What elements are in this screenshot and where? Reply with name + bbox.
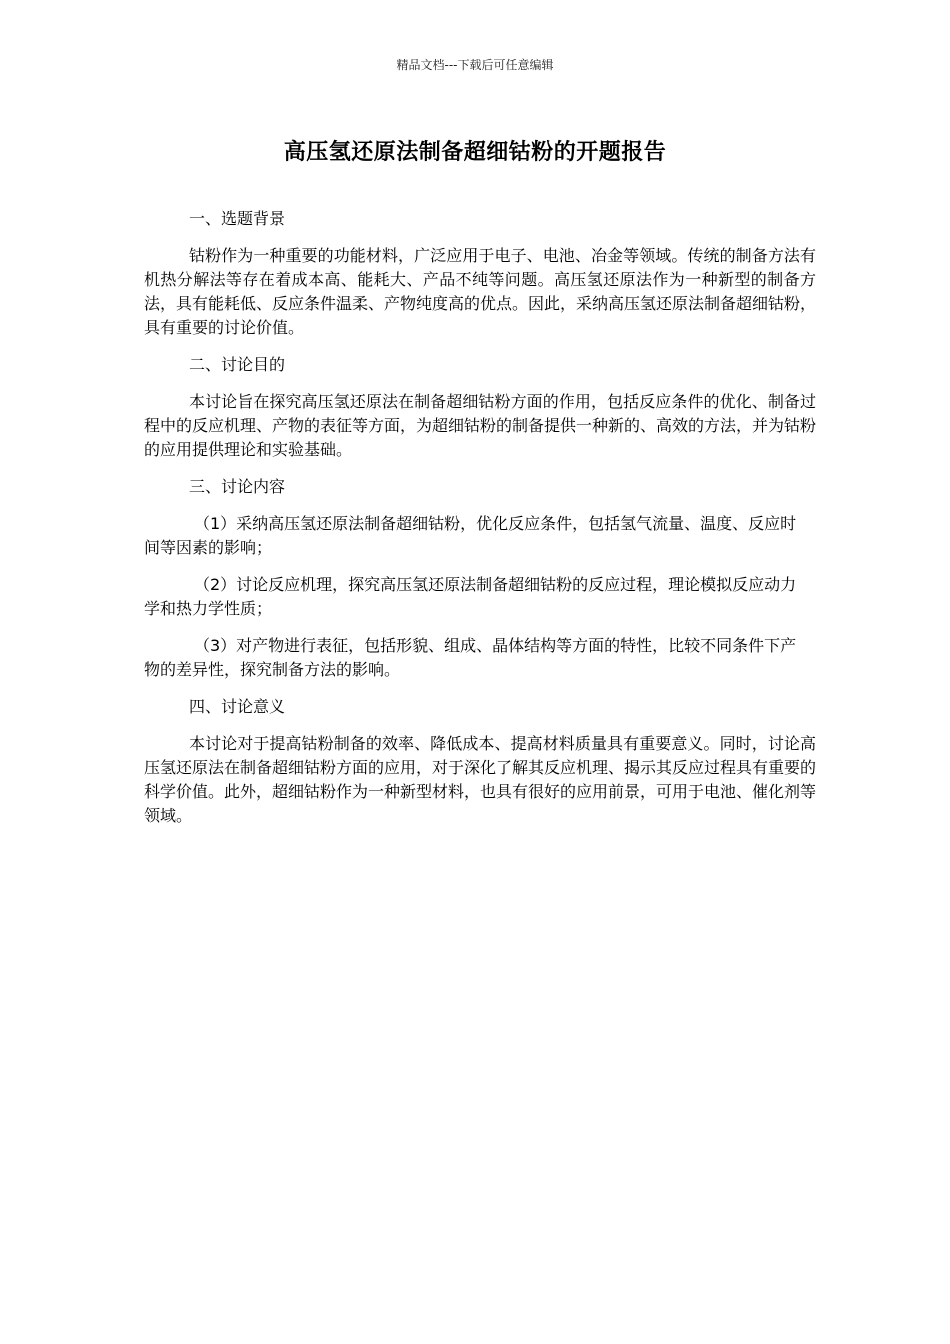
section-heading-significance: 四、讨论意义 bbox=[189, 697, 286, 716]
section-heading-purpose: 二、讨论目的 bbox=[189, 355, 286, 374]
section-paragraph-significance: 本讨论对于提高钴粉制备的效率、降低成本、提高材料质量具有重要意义。同时，讨论高压氢还原法在制备超细钴粉方面的应用，对于深化了解其反应机理、揭示其反应过程具有重要的科学价值。此外，超细钴粉作为一种新型材料，也具有很好的应用前景，可用于电池、催化剂等领域。 bbox=[144, 734, 817, 825]
page-header: 精品文档---下载后可任意编辑 bbox=[396, 58, 554, 72]
content-list-item-2: （2）讨论反应机理，探究高压氢还原法制备超细钴粉的反应过程，理论模拟反应动力学和热力学性质； bbox=[144, 575, 797, 618]
section-heading-background: 一、选题背景 bbox=[189, 209, 286, 228]
section-paragraph-background: 钴粉作为一种重要的功能材料，广泛应用于电子、电池、冶金等领域。传统的制备方法有机热分解法等存在着成本高、能耗大、产品不纯等问题。高压氢还原法作为一种新型的制备方法，具有能耗低、反应条件温柔、产物纯度高的优点。因此，采纳高压氢还原法制备超细钴粉，具有重要的讨论价值。 bbox=[144, 246, 817, 337]
document-body bbox=[144, 207, 816, 841]
document-title: 高压氢还原法制备超细钴粉的开题报告 bbox=[283, 140, 667, 165]
content-list-item-3: （3）对产物进行表征，包括形貌、组成、晶体结构等方面的特性，比较不同条件下产物的差异性，探究制备方法的影响。 bbox=[144, 636, 797, 679]
section-paragraph-purpose: 本讨论旨在探究高压氢还原法在制备超细钴粉方面的作用，包括反应条件的优化、制备过程中的反应机理、产物的表征等方面，为超细钴粉的制备提供一种新的、高效的方法，并为钴粉的应用提供理论和实验基础。 bbox=[144, 392, 817, 459]
content-list-item-1: （1）采纳高压氢还原法制备超细钴粉，优化反应条件，包括氢气流量、温度、反应时间等因素的影响； bbox=[144, 514, 797, 557]
section-heading-content: 三、讨论内容 bbox=[189, 477, 286, 496]
